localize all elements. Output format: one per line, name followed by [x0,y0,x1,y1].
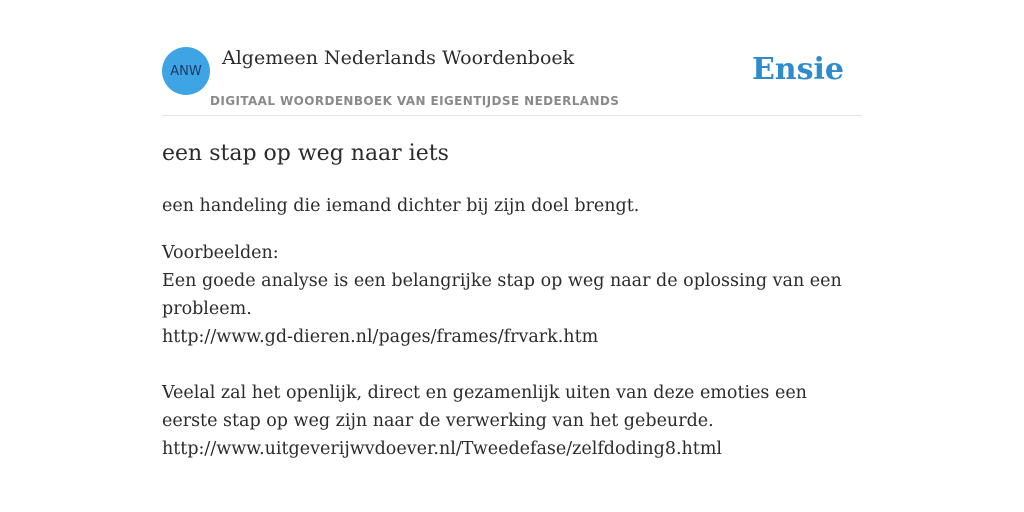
site-subtitle: DIGITAAL WOORDENBOEK VAN EIGENTIJDSE NEDERLANDS [210,94,620,108]
anw-logo[interactable] [162,47,210,95]
example-text: Veelal zal het openlijk, direct en gezamenlijk uiten van deze emoties een eerste stap op weg zijn naar de verwerking van het gebeurde. [162,383,807,431]
examples-label: Voorbeelden: [162,243,279,263]
example-source: http://www.gd-dieren.nl/pages/frames/frvark.htm [162,327,599,347]
site-header [162,0,862,116]
example-text: Een goede analyse is een belangrijke stap op weg naar de oplossing van een probleem. [162,271,842,319]
site-title[interactable]: Algemeen Nederlands Woordenboek [222,47,575,69]
examples-section [162,239,862,463]
logo-text: ANW [170,63,202,79]
example-item [162,379,862,463]
example-item [162,267,862,351]
ensie-brand-link[interactable]: Ensie [751,52,844,87]
entry-definition: een handeling die iemand dichter bij zijn doel brengt. [162,196,640,216]
entry-term: een stap op weg naar iets [162,141,449,166]
example-source: http://www.uitgeverijwvdoever.nl/Tweedefase/zelfdoding8.html [162,439,723,459]
page-container [162,0,862,512]
